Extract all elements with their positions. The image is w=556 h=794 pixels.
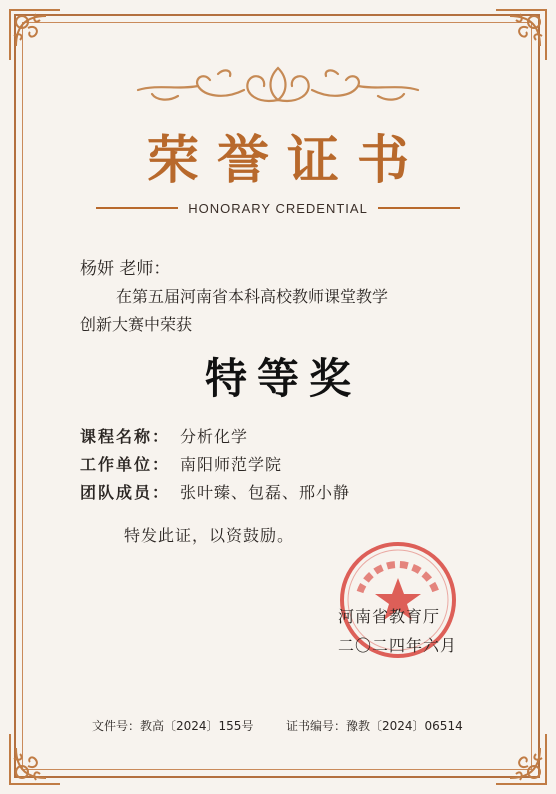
certificate-subtitle: HONORARY CREDENTIAL	[188, 200, 368, 216]
ornament-top-icon	[118, 60, 438, 110]
body-text-line-2: 创新大赛中荣获	[80, 315, 193, 334]
course-field	[80, 424, 248, 447]
subtitle-rule-right	[378, 207, 460, 209]
team-field	[80, 480, 350, 503]
ornament-corner-icon	[492, 730, 550, 788]
ornament-corner-icon	[492, 6, 550, 64]
recipient-name: 杨妍 老师：	[80, 259, 171, 279]
certificate-number: 证书编号：豫教〔2024〕06514	[286, 719, 463, 733]
certificate-title: 荣誉证书	[146, 130, 427, 191]
course-label: 课程名称：	[80, 427, 171, 446]
course-value: 分析化学	[180, 427, 249, 446]
subtitle-row	[96, 198, 460, 218]
closing-text: 特发此证，以资鼓励。	[124, 526, 295, 545]
issuer-name: 河南省教育厅	[338, 607, 441, 626]
unit-field	[80, 452, 282, 475]
ornament-corner-icon	[6, 730, 64, 788]
ornament-corner-icon	[6, 6, 64, 64]
subtitle-rule-left	[96, 207, 178, 209]
unit-value: 南阳师范学院	[180, 455, 283, 474]
issue-date: 二〇二四年六月	[338, 636, 458, 655]
award-title: 特等奖	[204, 354, 361, 403]
document-number: 文件号：教高〔2024〕155号	[92, 719, 254, 733]
unit-label: 工作单位：	[80, 455, 171, 474]
team-value: 张叶臻、包磊、邢小静	[180, 483, 351, 502]
team-label: 团队成员：	[80, 483, 171, 502]
body-text-line-1: 在第五届河南省本科高校教师课堂教学	[116, 287, 389, 306]
